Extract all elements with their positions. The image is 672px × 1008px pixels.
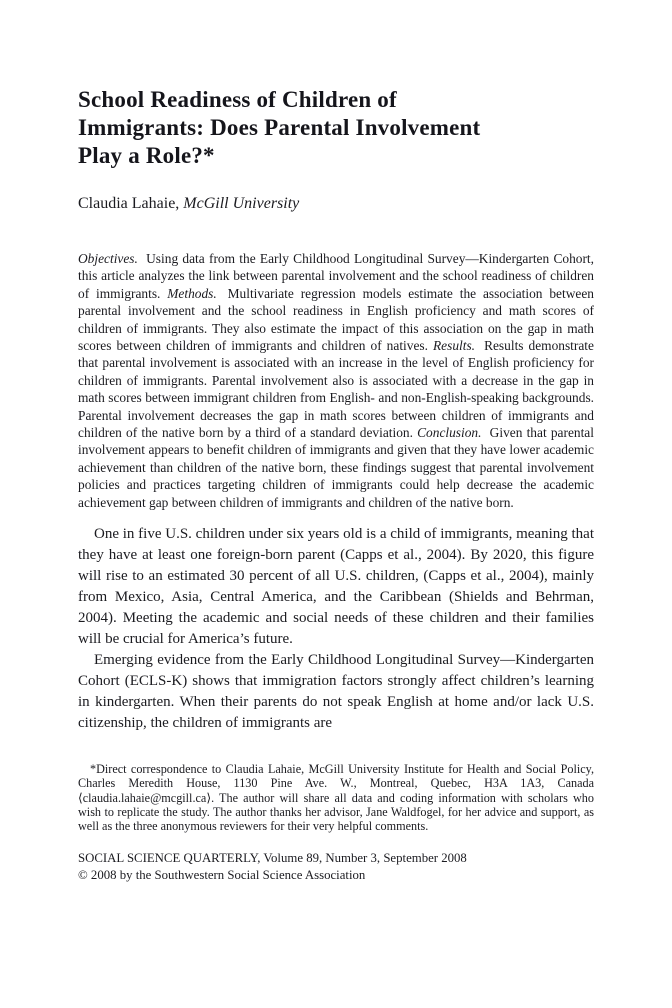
abstract-results-text: Results demonstrate that parental involvement is associated with an increase in the level of English proficiency for children of immigrants. Parental involvement also is associated with a decrease in the gap in math scores between immigrant children from English- and non-English-speaking backgrounds. Parental involvement decreases the gap in math scores between children of immigrants and children of the native born by a third of a standard deviation. xyxy=(78,338,594,441)
page-content xyxy=(78,0,594,883)
journal-copyright-line: © 2008 by the Southwestern Social Science Association xyxy=(78,867,366,882)
article-title xyxy=(78,86,594,170)
correspondence-footnote: *Direct correspondence to Claudia Lahaie, McGill University Institute for Health and Social Policy, Charles Meredith House, 1130 Pine Ave. W., Montreal, Quebec, H3A 1A3, Canada ⟨claudia.lahaie@mcgill.ca⟩. The author will share all data and coding information with scholars who wish to replicate the study. The author thanks her advisor, Jane Waldfogel, for her advice and support, as well as the three anonymous reviewers for their very helpful comments. xyxy=(78,762,594,833)
journal-imprint xyxy=(78,850,594,883)
author-line xyxy=(78,194,594,214)
abstract-methods-text: Multivariate regression models estimate the association between parental involvement and the school readiness in English proficiency and math scores of children of immigrants. They also estimate the impact of this association on the gap in math scores between children of immigrants and children of natives. xyxy=(78,285,594,354)
article-title-line: School Readiness of Children of xyxy=(78,87,397,112)
journal-volume-line: SOCIAL SCIENCE QUARTERLY, Volume 89, Number 3, September 2008 xyxy=(78,851,467,866)
author-name: Claudia Lahaie, xyxy=(78,195,180,212)
author-affiliation: McGill University xyxy=(183,195,300,212)
body-paragraph-2: Emerging evidence from the Early Childhood Longitudinal Survey—Kindergarten Cohort (ECLS-K) shows that immigration factors strongly affect children’s learning in kindergarten. When their parents do not speak English at home and/or lack U.S. citizenship, the children of immigrants are xyxy=(78,652,594,732)
body-paragraph-1: One in five U.S. children under six years old is a child of immigrants, meaning that they have at least one foreign-born parent (Capps et al., 2004). By 2020, this figure will rise to an estimated 30 percent of all U.S. children, (Capps et al., 2004), mainly from Mexico, Asia, Central America, and the Caribbean (Shields and Behrman, 2004). Meeting the academic and social needs of these children and their families will be crucial for America’s future. xyxy=(78,526,594,648)
abstract-objectives-text: Using data from the Early Childhood Longitudinal Survey—Kindergarten Cohort, this article analyzes the link between parental involvement and the school readiness of children of immigrants. xyxy=(78,251,594,301)
abstract-paragraph xyxy=(78,250,594,511)
abstract-results-label: Results. xyxy=(433,338,476,354)
abstract-objectives-label: Objectives. xyxy=(78,251,138,266)
abstract-methods-label: Methods. xyxy=(167,285,217,301)
abstract-conclusion-text: Given that parental involvement appears to benefit children of immigrants and given that they have lower academic achievement than children of the native born, these findings suggest that parental involvement policies and practices targeting children of immigrants could help decrease the academic achievement gap between children of immigrants and children of the native born. xyxy=(78,425,594,510)
article-title-line: Play a Role?* xyxy=(78,143,215,168)
article-title-line: Immigrants: Does Parental Involvement xyxy=(78,115,481,140)
abstract-conclusion-label: Conclusion. xyxy=(417,425,482,441)
